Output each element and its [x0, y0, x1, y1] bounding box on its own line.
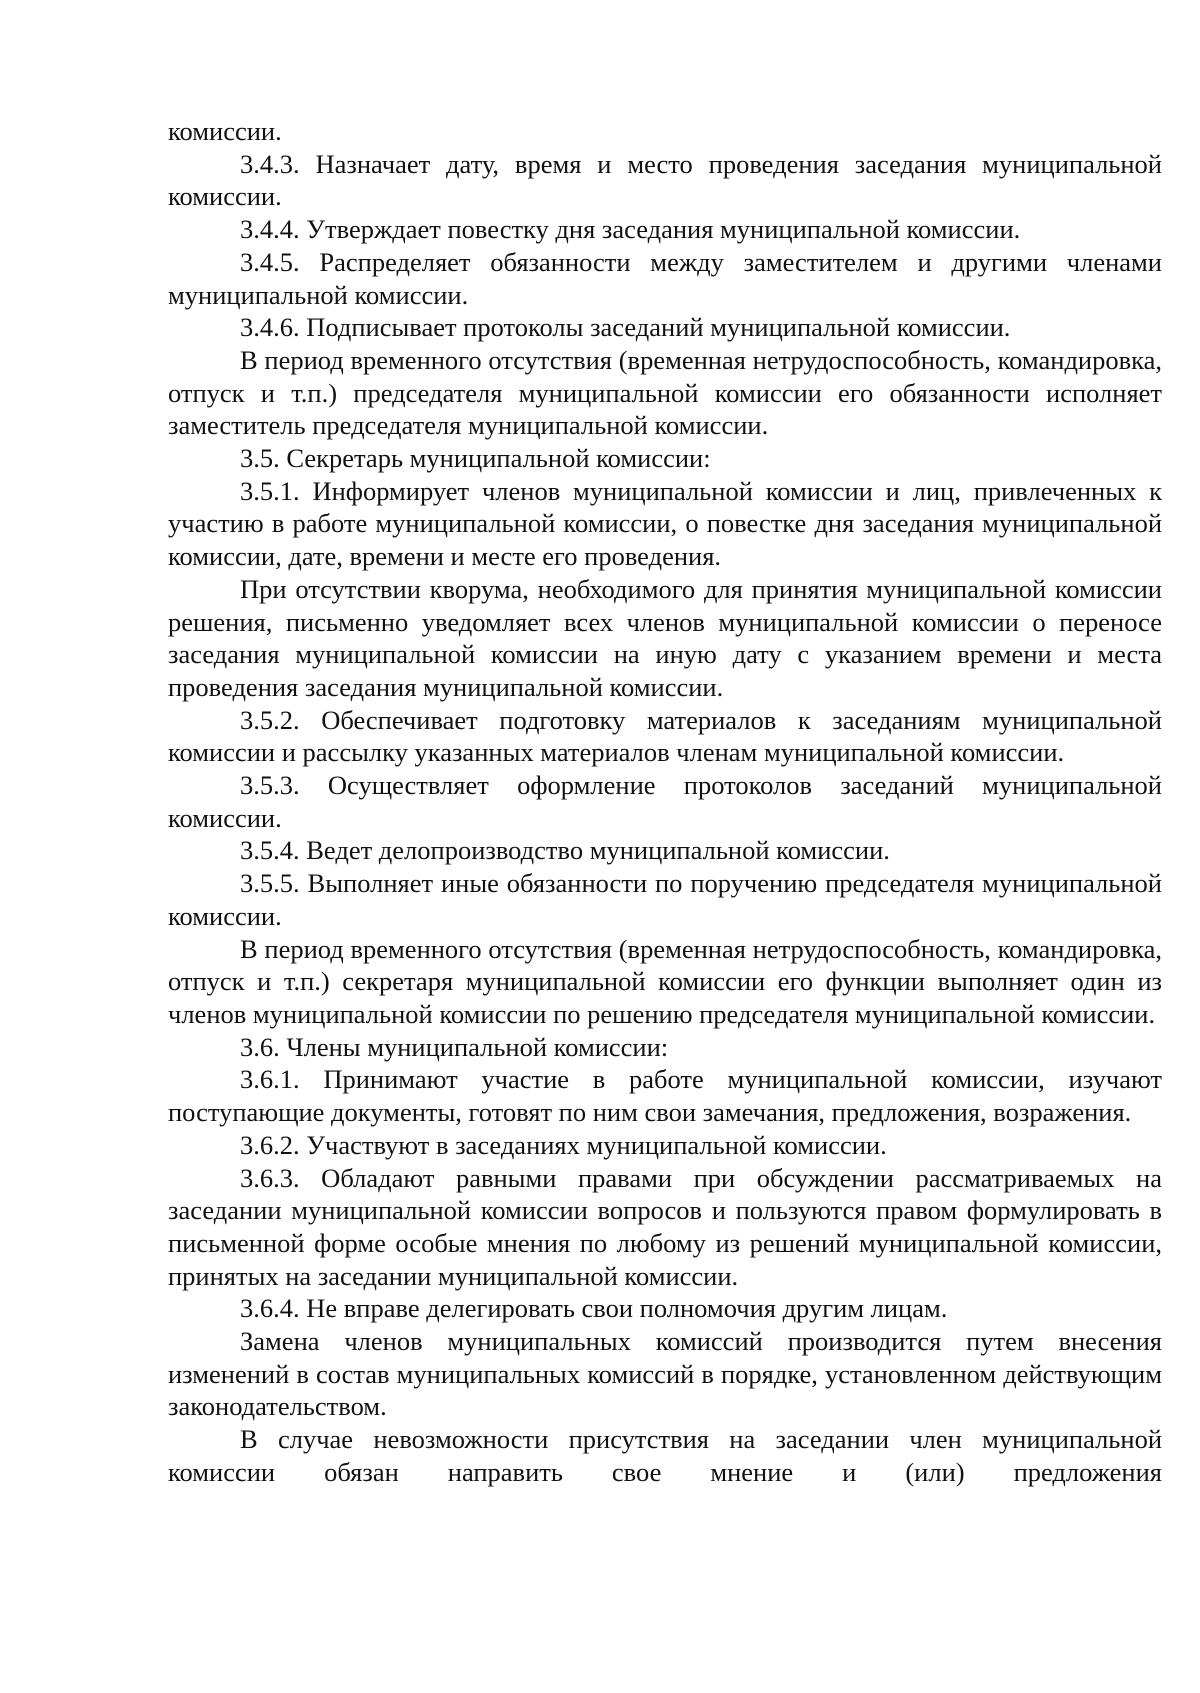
paragraph-member-absence: В случае невозможности присутствия на заседании член муниципальной комиссии обязан направить свое мнение и (или) предложения — [168, 1424, 1162, 1487]
clause-3-6: 3.6. Члены муниципальной комиссии: — [240, 1031, 669, 1062]
paragraph-member-replacement: Замена членов муниципальных комиссий производится путем внесения изменений в состав муниципальных комиссий в порядке, установленном действующим законодательством. — [168, 1326, 1162, 1422]
clause-3-4-3: 3.4.3. Назначает дату, время и место проведения заседания муниципальной комиссии. — [168, 148, 1162, 212]
clause-3-5-4: 3.5.4. Ведет делопроизводство муниципальной комиссии. — [240, 835, 890, 866]
paragraph-secretary-absence: В период временного отсутствия (временная нетрудоспособность, командировка, отпуск и т.п.) секретаря муниципальной комиссии его функции выполняет один из членов муниципальной комиссии по решению председателя муниципальной комиссии. — [168, 933, 1162, 1029]
clause-3-6-4: 3.6.4. Не вправе делегировать свои полномочия другим лицам. — [240, 1293, 948, 1324]
paragraph-chair-absence: В период временного отсутствия (временная нетрудоспособность, командировка, отпуск и т.п.) председателя муниципальной комиссии его обязанности исполняет заместитель председателя муниципальной комиссии. — [168, 344, 1162, 441]
clause-3-4-4: 3.4.4. Утверждает повестку дня заседания муниципальной комиссии. — [240, 214, 1021, 245]
paragraph-continuation: комиссии. — [168, 116, 282, 146]
clause-3-6-3: 3.6.3. Обладают равными правами при обсуждении рассматриваемых на заседании муниципальной комиссии вопросов и пользуются правом формулировать в письменной форме особые мнения по любому из решений муниципальной комиссии, принятых на заседании муниципальной комиссии. — [168, 1162, 1162, 1291]
document-body — [168, 115, 1162, 1489]
clause-3-6-1: 3.6.1. Принимают участие в работе муниципальной комиссии, изучают поступающие документы, готовят по ним свои замечания, предложения, возражения. — [168, 1064, 1162, 1128]
clause-3-5-2: 3.5.2. Обеспечивает подготовку материалов к заседаниям муниципальной комиссии и рассылку указанных материалов членам муниципальной комиссии. — [168, 704, 1162, 768]
clause-3-4-6: 3.4.6. Подписывает протоколы заседаний муниципальной комиссии. — [240, 312, 1011, 343]
clause-3-5-1: 3.5.1. Информирует членов муниципальной комиссии и лиц, привлеченных к участию в работе муниципальной комиссии, о повестке дня заседания муниципальной комиссии, дате, времени и месте его проведения. — [168, 475, 1162, 572]
clause-3-5: 3.5. Секретарь муниципальной комиссии: — [240, 443, 711, 474]
clause-3-5-5: 3.5.5. Выполняет иные обязанности по поручению председателя муниципальной комиссии. — [168, 868, 1162, 931]
clause-3-6-2: 3.6.2. Участвуют в заседаниях муниципальной комиссии. — [240, 1129, 887, 1160]
clause-3-4-5: 3.4.5. Распределяет обязанности между заместителем и другими членами муниципальной комиссии. — [168, 246, 1162, 310]
clause-3-5-3: 3.5.3. Осуществляет оформление протоколов заседаний муниципальной комиссии. — [168, 770, 1162, 833]
paragraph-quorum: При отсутствии кворума, необходимого для принятия муниципальной комиссии решения, письменно уведомляет всех членов муниципальной комиссии о переносе заседания муниципальной комиссии на иную дату с указанием времени и места проведения заседания муниципальной комиссии. — [168, 573, 1162, 702]
